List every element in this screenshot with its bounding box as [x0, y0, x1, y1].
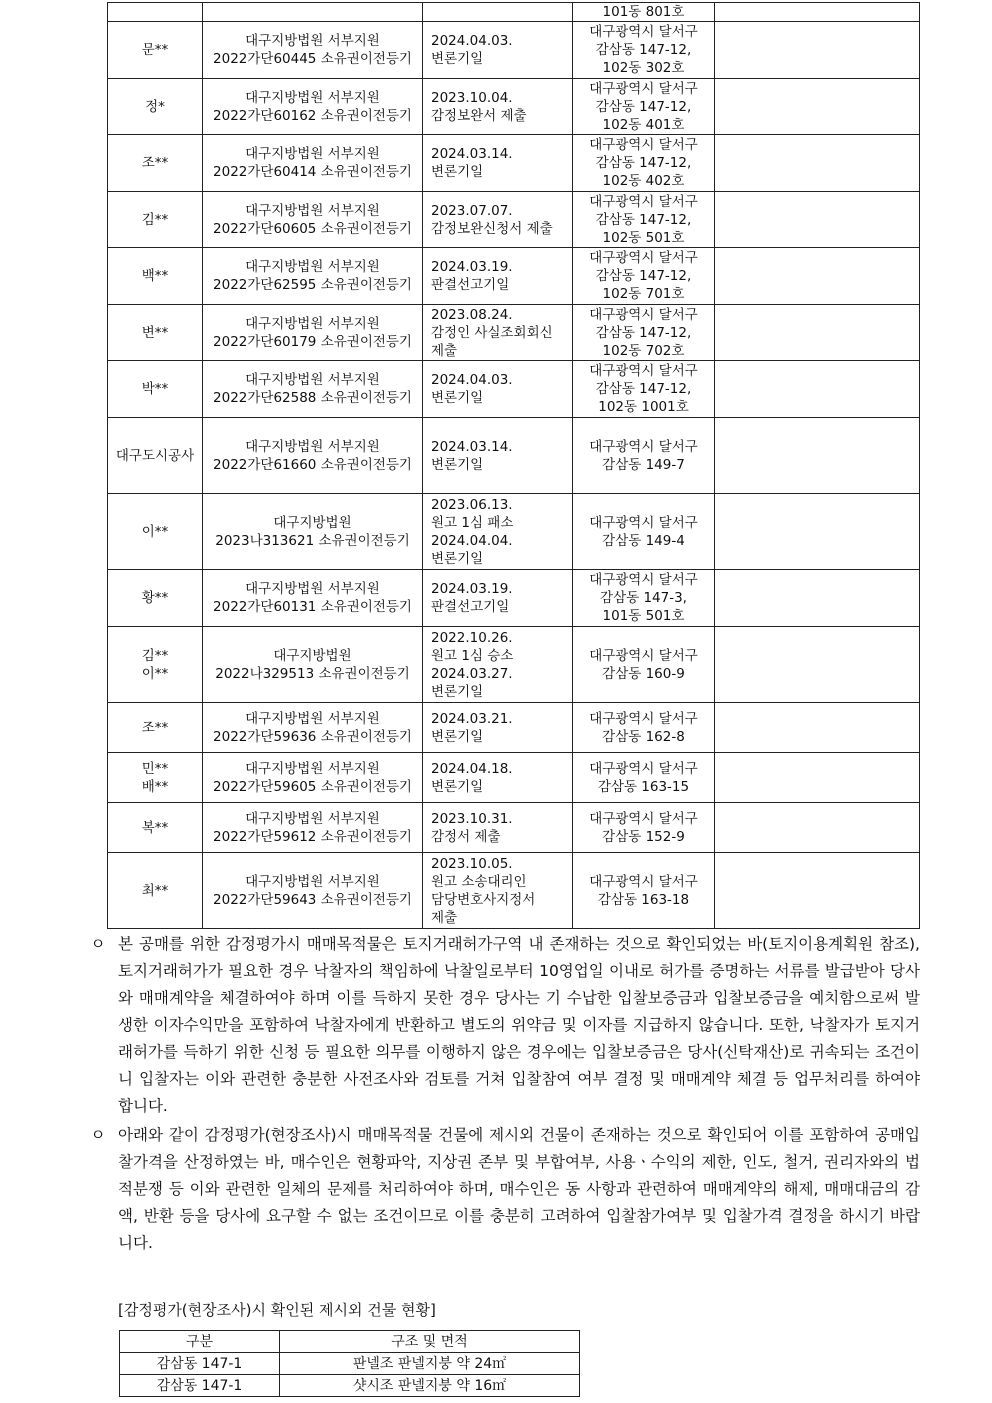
- location-cell-line: 102동 501호: [602, 229, 685, 246]
- case-cell-line: 대구지방법원 서부지원: [245, 146, 380, 162]
- party-cell-line: 복**: [141, 819, 169, 836]
- building-location: 감삼동 147-1: [120, 1353, 280, 1375]
- status-cell-line: 제출: [431, 342, 458, 359]
- case-cell: [203, 853, 423, 929]
- status-cell-line: 판결선고기일: [431, 599, 510, 615]
- location-cell: [573, 753, 715, 803]
- status-cell-line: 원고 소송대리인: [431, 873, 527, 890]
- status-cell: [423, 753, 573, 803]
- status-cell-line: 2024.03.14.: [431, 438, 513, 455]
- location-cell: [573, 248, 715, 305]
- status-cell-line: 2024.04.03.: [431, 372, 513, 388]
- case-cell-line: 대구지방법원 서부지원: [245, 873, 380, 890]
- building-table-caption: [감정평가(현장조사)시 확인된 제시외 건물 현황]: [118, 1301, 436, 1319]
- table-row: [108, 753, 920, 803]
- remark-cell: [715, 627, 920, 703]
- location-cell-line: 102동 702호: [602, 342, 685, 359]
- status-cell-line: 2023.06.13.: [431, 496, 513, 513]
- table-row: [108, 361, 920, 418]
- location-cell: [573, 494, 715, 570]
- status-cell-line: 변론기일: [431, 390, 484, 406]
- table-row: [120, 1353, 580, 1375]
- location-cell: [573, 3, 715, 22]
- status-cell-line: 변론기일: [431, 778, 484, 795]
- remark-cell: [715, 570, 920, 627]
- party-cell: [108, 135, 203, 192]
- case-cell-line: 2022가단60162 소유권이전등기: [213, 107, 412, 124]
- location-cell: [573, 803, 715, 853]
- status-cell-line: 2023.08.24.: [431, 306, 513, 323]
- case-cell-line: 대구지방법원 서부지원: [245, 710, 380, 727]
- party-cell-line: 이**: [141, 523, 169, 540]
- location-cell-line: 대구광역시 달서구: [589, 873, 698, 890]
- status-cell: [423, 570, 573, 627]
- location-cell-line: 대구광역시 달서구: [589, 137, 698, 153]
- location-cell-line: 101동 801호: [602, 4, 685, 20]
- location-cell-line: 102동 701호: [602, 286, 685, 302]
- remark-cell: [715, 703, 920, 753]
- remark-cell: [715, 248, 920, 305]
- status-cell-line: 변론기일: [431, 728, 484, 745]
- case-cell-line: 2022가단62595 소유권이전등기: [213, 277, 412, 293]
- case-cell-line: 대구지방법원 서부지원: [245, 202, 380, 219]
- case-cell: [203, 494, 423, 570]
- table-row: [108, 418, 920, 494]
- table-row: [108, 627, 920, 703]
- case-cell-line: 2022가단60605 소유권이전등기: [213, 220, 412, 237]
- party-cell-line: 백**: [141, 268, 169, 284]
- location-cell: [573, 570, 715, 627]
- case-cell-line: 대구지방법원 서부지원: [245, 259, 380, 275]
- notice-land-permit-text: 본 공매를 위한 감정평가시 매매목적물은 토지거래허가구역 내 존재하는 것으로 확인되었는 바(토지이용계획원 참조), 토지거래허가가 필요한 경우 낙찰자의 책임하에 낙찰일로부터 10영업일 이내로 허가를 증명하는 서류를 발급받아 당사와 매매계약을 체결하여야 하며 이를 득하지 못한 경우 당사는 기 수납한 입찰보증금과 입찰보증금을 예치함으로써 발생한 이자수익만을 포함하여 낙찰자에게 반환하고 별도의 위약금 및 이자를 지급하지 않습니다. 또한, 낙찰자가 토지거래허가를 득하기 위한 신청 등 필요한 의무를 이행하지 않은 경우에는 입찰보증금은 당사(신탁재산)로 귀속되는 조건이니 입찰자는 이와 관련한 충분한 사전조사와 검토를 거쳐 입찰참여 여부 결정 및 매매계약 체결 등 업무처리를 하여야 합니다.: [118, 935, 920, 1115]
- case-cell-line: 대구지방법원 서부지원: [245, 810, 380, 827]
- table-row: [108, 79, 920, 135]
- remark-cell: [715, 418, 920, 494]
- building-structure: 판넬조 판넬지붕 약 24㎡: [280, 1353, 580, 1375]
- location-cell-line: 102동 402호: [602, 173, 685, 189]
- party-cell-line: 최**: [141, 882, 169, 899]
- case-cell: [203, 627, 423, 703]
- location-cell: [573, 135, 715, 192]
- party-cell-line: 조**: [141, 155, 169, 171]
- status-cell-line: 원고 1심 패소: [431, 514, 514, 531]
- status-cell: [423, 494, 573, 570]
- status-cell: [423, 627, 573, 703]
- table-row: [108, 22, 920, 79]
- case-cell-line: 2022가단59605 소유권이전등기: [213, 778, 412, 795]
- case-cell-line: 대구지방법원: [273, 647, 352, 664]
- party-cell: [108, 3, 203, 22]
- status-cell: [423, 135, 573, 192]
- status-cell-line: 2024.04.18.: [431, 760, 513, 777]
- status-cell-line: 2022.10.26.: [431, 629, 513, 646]
- party-cell-line: 배**: [141, 778, 169, 795]
- notice-extra-building: [88, 1122, 920, 1257]
- litigation-table-body: [108, 3, 920, 929]
- party-cell: [108, 570, 203, 627]
- party-cell-line: 황**: [141, 590, 169, 606]
- case-cell-line: 2022가단59612 소유권이전등기: [213, 828, 412, 845]
- case-cell: [203, 248, 423, 305]
- status-cell: [423, 248, 573, 305]
- location-cell-line: 대구광역시 달서구: [589, 760, 698, 777]
- location-cell-line: 감삼동 163-15: [597, 778, 690, 795]
- header-structure-area: 구조 및 면적: [280, 1331, 580, 1353]
- table-row: [108, 305, 920, 361]
- case-cell: [203, 192, 423, 248]
- status-cell-line: 2024.04.03.: [431, 33, 513, 49]
- party-cell: [108, 418, 203, 494]
- table-row: [108, 853, 920, 929]
- party-cell-line: 이**: [141, 665, 169, 682]
- remark-cell: [715, 494, 920, 570]
- party-cell: [108, 79, 203, 135]
- location-cell-line: 대구광역시 달서구: [589, 250, 698, 266]
- building-location: 감삼동 147-1: [120, 1375, 280, 1397]
- location-cell-line: 대구광역시 달서구: [589, 24, 698, 40]
- status-cell-line: 원고 1심 승소: [431, 647, 514, 664]
- status-cell: [423, 853, 573, 929]
- location-cell-line: 대구광역시 달서구: [589, 710, 698, 727]
- status-cell-line: 2023.10.05.: [431, 855, 513, 872]
- table-row: [108, 3, 920, 22]
- status-cell-line: 감정인 사실조회회신: [431, 324, 553, 341]
- location-cell-line: 감삼동 147-12,: [595, 42, 692, 58]
- status-cell-line: 2023.10.31.: [431, 810, 513, 827]
- location-cell-line: 대구광역시 달서구: [589, 80, 698, 97]
- status-cell-line: 변론기일: [431, 456, 484, 473]
- location-cell-line: 감삼동 147-3,: [600, 590, 687, 606]
- location-cell-line: 대구광역시 달서구: [589, 363, 698, 379]
- status-cell: [423, 79, 573, 135]
- status-cell-line: 감정보완서 제출: [431, 107, 527, 124]
- location-cell-line: 대구광역시 달서구: [589, 810, 698, 827]
- location-cell: [573, 361, 715, 418]
- location-cell: [573, 627, 715, 703]
- case-cell-line: 2022가단60445 소유권이전등기: [213, 51, 412, 67]
- case-cell-line: 2022가단60179 소유권이전등기: [213, 333, 412, 350]
- table-row: [108, 192, 920, 248]
- table-row: [108, 703, 920, 753]
- case-cell-line: 2022가단62588 소유권이전등기: [213, 390, 412, 406]
- status-cell: [423, 3, 573, 22]
- location-cell: [573, 305, 715, 361]
- location-cell: [573, 22, 715, 79]
- location-cell-line: 감삼동 147-12,: [595, 155, 692, 171]
- table-row: [108, 135, 920, 192]
- remark-cell: [715, 305, 920, 361]
- location-cell-line: 대구광역시 달서구: [589, 306, 698, 323]
- location-cell: [573, 79, 715, 135]
- notice-land-permit: [88, 931, 920, 1120]
- location-cell-line: 102동 1001호: [598, 399, 689, 415]
- table-row: [108, 248, 920, 305]
- status-cell-line: 변론기일: [431, 683, 484, 700]
- party-cell: [108, 703, 203, 753]
- location-cell-line: 대구광역시 달서구: [589, 438, 698, 455]
- extra-building-table: [119, 1330, 580, 1397]
- status-cell-line: 감정보완신청서 제출: [431, 220, 553, 237]
- location-cell: [573, 853, 715, 929]
- status-cell: [423, 803, 573, 853]
- location-cell-line: 대구광역시 달서구: [589, 647, 698, 664]
- party-cell: [108, 853, 203, 929]
- case-cell: [203, 361, 423, 418]
- case-cell: [203, 79, 423, 135]
- status-cell-line: 변론기일: [431, 550, 484, 567]
- location-cell-line: 감삼동 147-12,: [595, 381, 692, 397]
- party-cell: [108, 192, 203, 248]
- party-cell-line: 김**: [141, 647, 169, 664]
- location-cell: [573, 418, 715, 494]
- case-cell-line: 대구지방법원 서부지원: [245, 438, 380, 455]
- remark-cell: [715, 361, 920, 418]
- location-cell: [573, 192, 715, 248]
- party-cell-line: 조**: [141, 719, 169, 736]
- notice-section: [88, 931, 920, 1257]
- remark-cell: [715, 79, 920, 135]
- case-cell-line: 대구지방법원 서부지원: [245, 581, 380, 597]
- remark-cell: [715, 135, 920, 192]
- party-cell-line: 문**: [141, 42, 169, 58]
- location-cell-line: 102동 401호: [602, 116, 685, 133]
- table-header-row: [120, 1331, 580, 1353]
- table-row: [108, 494, 920, 570]
- status-cell: [423, 418, 573, 494]
- case-cell: [203, 703, 423, 753]
- location-cell-line: 대구광역시 달서구: [589, 514, 698, 531]
- remark-cell: [715, 803, 920, 853]
- case-cell-line: 대구지방법원 서부지원: [245, 33, 380, 49]
- remark-cell: [715, 853, 920, 929]
- building-structure: 샷시조 판넬지붕 약 16㎡: [280, 1375, 580, 1397]
- case-cell: [203, 570, 423, 627]
- location-cell-line: 감삼동 149-7: [602, 456, 685, 473]
- remark-cell: [715, 22, 920, 79]
- case-cell-line: 대구지방법원: [273, 514, 352, 531]
- party-cell: [108, 305, 203, 361]
- case-cell-line: 2022나329513 소유권이전등기: [215, 665, 410, 682]
- status-cell-line: 변론기일: [431, 164, 484, 180]
- location-cell-line: 감삼동 162-8: [602, 728, 685, 745]
- case-cell: [203, 418, 423, 494]
- case-cell: [203, 3, 423, 22]
- header-category: 구분: [120, 1331, 280, 1353]
- remark-cell: [715, 3, 920, 22]
- party-cell-line: 김**: [141, 211, 169, 228]
- location-cell-line: 감삼동 147-12,: [595, 98, 692, 115]
- case-cell: [203, 22, 423, 79]
- status-cell: [423, 361, 573, 418]
- location-cell-line: 대구광역시 달서구: [589, 572, 698, 588]
- party-cell-line: 박**: [141, 381, 169, 397]
- location-cell-line: 감삼동 149-4: [602, 532, 685, 549]
- location-cell-line: 101동 501호: [602, 608, 685, 624]
- status-cell-line: 2023.10.04.: [431, 89, 513, 106]
- party-cell-line: 변**: [141, 324, 169, 341]
- status-cell-line: 변론기일: [431, 51, 484, 67]
- location-cell-line: 감삼동 147-12,: [595, 211, 692, 228]
- case-cell-line: 대구지방법원 서부지원: [245, 89, 380, 106]
- status-cell: [423, 192, 573, 248]
- status-cell-line: 2024.03.19.: [431, 259, 513, 275]
- status-cell-line: 2024.03.21.: [431, 710, 513, 727]
- status-cell-line: 2024.04.04.: [431, 532, 513, 549]
- case-cell-line: 2022가단59636 소유권이전등기: [213, 728, 412, 745]
- bullet-icon: ㅇ: [90, 1126, 106, 1144]
- status-cell-line: 담당변호사지정서: [431, 891, 536, 908]
- location-cell-line: 102동 302호: [602, 60, 685, 76]
- case-cell-line: 2022가단59643 소유권이전등기: [213, 891, 412, 908]
- party-cell: [108, 248, 203, 305]
- case-cell: [203, 753, 423, 803]
- table-row: [120, 1375, 580, 1397]
- party-cell-line: 민**: [141, 760, 169, 777]
- case-cell: [203, 305, 423, 361]
- party-cell: [108, 627, 203, 703]
- location-cell-line: 대구광역시 달서구: [589, 193, 698, 210]
- remark-cell: [715, 192, 920, 248]
- case-cell-line: 대구지방법원 서부지원: [245, 372, 380, 388]
- case-cell-line: 대구지방법원 서부지원: [245, 315, 380, 332]
- case-cell-line: 2022가단60131 소유권이전등기: [213, 599, 412, 615]
- status-cell-line: 감정서 제출: [431, 828, 501, 845]
- case-cell-line: 대구지방법원 서부지원: [245, 760, 380, 777]
- case-cell-line: 2023나313621 소유권이전등기: [215, 532, 410, 549]
- status-cell-line: 2024.03.27.: [431, 665, 513, 682]
- status-cell-line: 판결선고기일: [431, 277, 510, 293]
- table-row: [108, 570, 920, 627]
- status-cell-line: 제출: [431, 909, 458, 926]
- bullet-icon: ㅇ: [90, 935, 106, 953]
- location-cell-line: 감삼동 160-9: [602, 665, 685, 682]
- litigation-table: [107, 2, 920, 929]
- status-cell: [423, 703, 573, 753]
- party-cell: [108, 494, 203, 570]
- location-cell-line: 감삼동 163-18: [597, 891, 690, 908]
- location-cell-line: 감삼동 147-12,: [595, 268, 692, 284]
- remark-cell: [715, 753, 920, 803]
- status-cell: [423, 305, 573, 361]
- status-cell-line: 2024.03.14.: [431, 146, 513, 162]
- party-cell-line: 정*: [145, 98, 165, 115]
- party-cell: [108, 22, 203, 79]
- table-row: [108, 803, 920, 853]
- party-cell: [108, 803, 203, 853]
- party-cell: [108, 361, 203, 418]
- status-cell: [423, 22, 573, 79]
- case-cell-line: 2022가단61660 소유권이전등기: [213, 456, 412, 473]
- party-cell: [108, 753, 203, 803]
- notice-extra-building-text: 아래와 같이 감정평가(현장조사)시 매매목적물 건물에 제시외 건물이 존재하는 것으로 확인되어 이를 포함하여 공매입찰가격을 산정하였는 바, 매수인은 현황파악, 지상권 존부 및 부합여부, 사용ㆍ수익의 제한, 인도, 철거, 권리자와의 법적분쟁 등 이와 관련한 일체의 문제를 처리하여야 하며, 매수인은 동 사항과 관련하여 매매계약의 해제, 매매대금의 감액, 반환 등을 당사에 요구할 수 없는 조건이므로 이를 충분히 고려하여 입찰참가여부 및 입찰가격 결정을 하시기 바랍니다.: [118, 1126, 920, 1252]
- location-cell: [573, 703, 715, 753]
- case-cell-line: 2022가단60414 소유권이전등기: [213, 164, 412, 180]
- case-cell: [203, 803, 423, 853]
- status-cell-line: 2024.03.19.: [431, 581, 513, 597]
- case-cell: [203, 135, 423, 192]
- location-cell-line: 감삼동 152-9: [602, 828, 685, 845]
- status-cell-line: 2023.07.07.: [431, 202, 513, 219]
- party-cell-line: 대구도시공사: [115, 447, 195, 464]
- location-cell-line: 감삼동 147-12,: [595, 324, 692, 341]
